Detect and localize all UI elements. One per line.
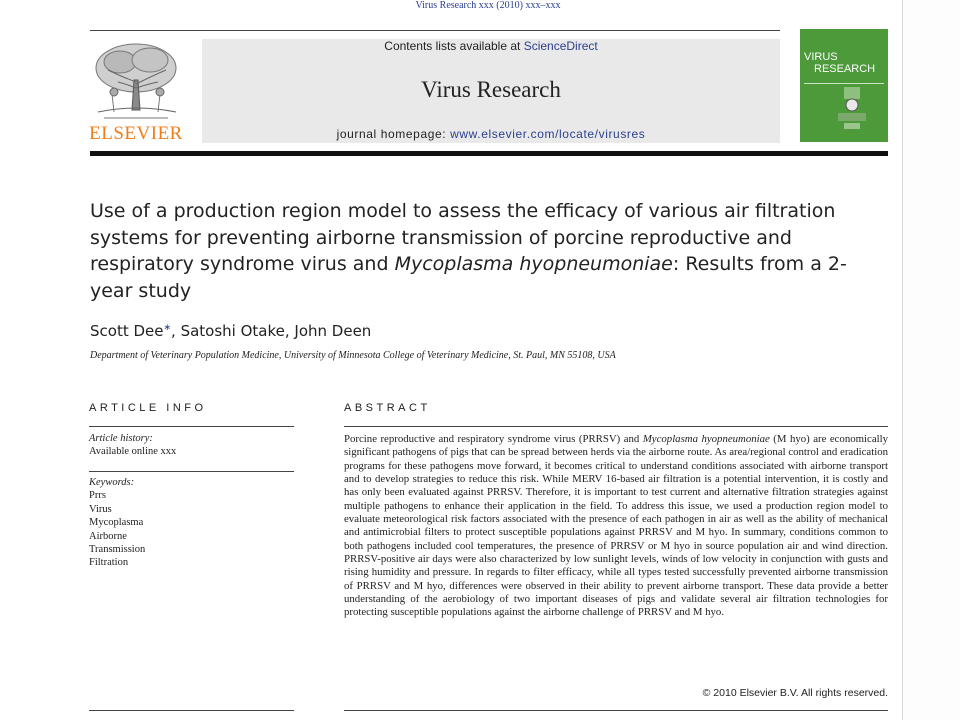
sciencedirect-link[interactable]: ScienceDirect	[523, 39, 598, 53]
cover-title-line1: VIRUS	[804, 51, 838, 63]
title-part2: : Results from a 2-year study	[90, 253, 847, 302]
abstract-heading: ABSTRACT	[344, 402, 431, 414]
history-rule	[89, 471, 294, 472]
homepage-link[interactable]: www.elsevier.com/locate/virusres	[450, 127, 646, 141]
journal-masthead	[202, 39, 780, 143]
title-part1: Use of a production region model to assess the efficacy of various air filtration systems for preventing airborne transmission of porcine reproductive and respiratory syndrome virus and	[90, 200, 836, 275]
publisher-name: ELSEVIER	[89, 123, 183, 144]
keyword-item[interactable]: Virus	[89, 503, 112, 515]
keyword-item[interactable]: Transmission	[89, 544, 146, 556]
journal-cover	[800, 29, 888, 142]
author-name[interactable]: John Deen	[294, 322, 372, 340]
abstract-rule	[344, 426, 888, 427]
cover-title-line2: RESEARCH	[814, 63, 876, 75]
title-italic: Mycoplasma hyopneumoniae	[394, 253, 673, 275]
journal-reference[interactable]: Virus Research xxx (2010) xxx–xxx	[415, 0, 561, 11]
article-info-heading: ARTICLE INFO	[89, 402, 207, 414]
article-info-rule	[89, 426, 294, 427]
journal-title: Virus Research	[421, 77, 561, 102]
article-title	[90, 198, 880, 304]
homepage-line	[202, 127, 780, 141]
history-label: Article history:	[89, 433, 153, 444]
article-history	[89, 432, 299, 459]
bottom-rule-left	[89, 710, 294, 711]
keyword-item[interactable]: Filtration	[89, 557, 129, 569]
abstract-body: (M hyo) are economically significant pathogens of pigs that can be spread between herds via the airborne route. As area/regional control and eradication programs for these pathogens move forward, it becomes critical to understand conditions associated with airborne transport and to develop strategies to reduce this risk. While MERV 16-based air filtration is a potential intervention, it is costly and has only been evaluated against PRRSV. Therefore, it is important to test current and alternative filtration strategies against multiple pathogens to enhance their application in the field. To address this issue, we used a production region model to evaluate meteorological risk factors associated with the presence of each pathogen in air as well as the ability of mechanical and antimicrobial filters to protect susceptible populations against PRRSV and M hyo. In summary, conditions common to both pathogens included cool temperatures, the presence of PRRSV or M hyo in source population air and wind direction. PRRSV-positive air days were also characterized by low sunlight levels, winds of low velocity in conjunction with gusts and rising humidity and pressure. In regards to filter efficacy, while all types tested successfully prevented airborne transmission of PRRSV and M hyo, differences were observed in their ability to prevent airborne transport. These data provide a better understanding of the aerobiology of two important diseases of pigs and validate several air filtration technologies for protecting susceptible populations against the airborne challenge of PRRSV and M hyo.	[344, 433, 889, 619]
author-name[interactable]: Satoshi Otake	[180, 322, 285, 340]
contents-line	[202, 39, 780, 53]
cover-artwork-icon	[800, 29, 888, 142]
corresponding-author-marker[interactable]: ∗	[163, 323, 172, 333]
history-value: Available online xxx	[89, 446, 177, 458]
keyword-item[interactable]: Airborne	[89, 530, 127, 542]
keyword-item[interactable]: Prrs	[89, 490, 106, 502]
contents-prefix: Contents lists available at	[384, 39, 524, 53]
author-name[interactable]: Scott Dee	[90, 322, 164, 340]
bottom-rule-right	[344, 710, 888, 711]
author-list: Scott Dee∗, Satoshi Otake, John Deen	[90, 322, 372, 340]
viewer-background	[903, 0, 960, 720]
keywords-block	[89, 476, 299, 570]
header-divider	[90, 30, 780, 31]
abstract-italic-term: Mycoplasma hyopneumoniae	[642, 433, 770, 445]
abstract-text	[344, 433, 888, 620]
keyword-item[interactable]: Mycoplasma	[89, 517, 144, 529]
homepage-prefix: journal homepage:	[336, 127, 451, 141]
affiliation: Department of Veterinary Population Medicine, University of Minnesota College of Veterinary Medicine, St. Paul, MN 55108, USA	[90, 350, 616, 361]
abstract-sentence-1: Porcine reproductive and respiratory syndrome virus (PRRSV) and	[344, 433, 643, 445]
page-edge	[902, 0, 903, 720]
masthead-rule	[90, 151, 888, 156]
keywords-label: Keywords:	[89, 477, 135, 488]
copyright-notice: © 2010 Elsevier B.V. All rights reserved.	[702, 687, 888, 699]
